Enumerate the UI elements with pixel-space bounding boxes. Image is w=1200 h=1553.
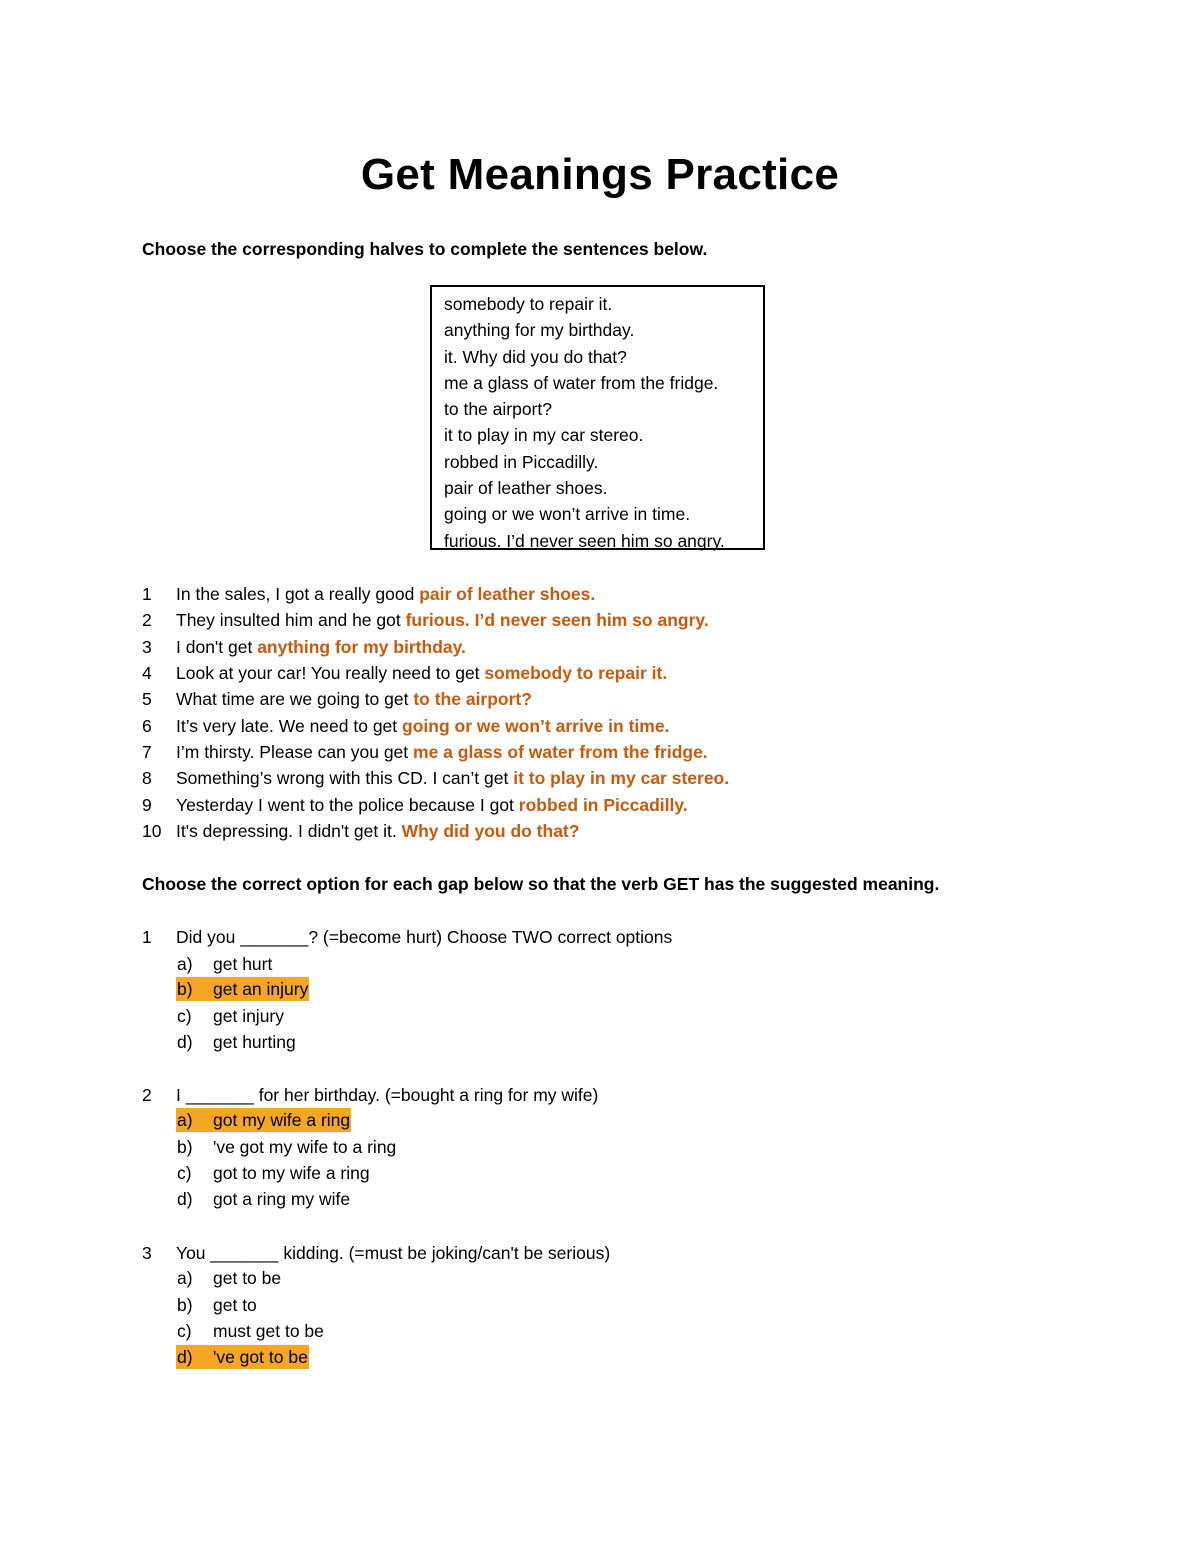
option-text: get hurt xyxy=(213,954,273,974)
sentence-row xyxy=(142,581,595,607)
sentence-text: Something’s wrong with this CD. I can’t get xyxy=(176,768,514,788)
question-row xyxy=(142,924,672,950)
option-item xyxy=(176,1161,371,1185)
section2-instruction: Choose the correct option for each gap below so that the verb GET has the suggested meaning. xyxy=(142,874,940,894)
box-item: me a glass of water from the fridge. xyxy=(444,372,719,393)
question-text: You _______ kidding. (=must be joking/can't be serious) xyxy=(176,1243,611,1263)
question-text: Did you _______? (=become hurt) Choose TWO correct options xyxy=(176,927,673,947)
option-item-highlighted xyxy=(176,1108,351,1132)
sentence-answer: anything for my birthday. xyxy=(257,637,466,657)
sentence-number: 1 xyxy=(142,584,152,604)
sentence-row xyxy=(142,634,466,660)
sentence-text: They insulted him and he got xyxy=(176,610,406,630)
sentence-answer: it to play in my car stereo. xyxy=(513,768,730,788)
option-letter: c) xyxy=(177,1163,192,1183)
box-item: going or we won’t arrive in time. xyxy=(444,504,691,525)
question-number: 1 xyxy=(142,927,152,947)
option-text: get to xyxy=(213,1295,257,1315)
option-item xyxy=(176,952,273,976)
option-letter: a) xyxy=(177,1268,193,1288)
sentence-text: Yesterday I went to the police because I got xyxy=(176,795,519,815)
sentence-answer: me a glass of water from the fridge. xyxy=(413,742,708,762)
question-number: 2 xyxy=(142,1085,152,1105)
option-text: 've got to be xyxy=(213,1347,308,1367)
sentence-number: 7 xyxy=(142,742,152,762)
sentence-number: 4 xyxy=(142,663,152,683)
sentence-answer: to the airport? xyxy=(413,689,532,709)
section1-instruction: Choose the corresponding halves to complete the sentences below. xyxy=(142,239,708,259)
option-letter: d) xyxy=(177,1032,193,1052)
sentence-row xyxy=(142,792,688,818)
option-item xyxy=(176,1293,258,1317)
sentence-row xyxy=(142,713,669,739)
option-item xyxy=(176,1030,297,1054)
option-text: must get to be xyxy=(213,1321,324,1341)
box-item: it to play in my car stereo. xyxy=(444,425,644,446)
box-item: it. Why did you do that? xyxy=(444,346,627,367)
sentence-answer: furious. I’d never seen him so angry. xyxy=(405,610,709,630)
page-title: Get Meanings Practice xyxy=(360,150,840,199)
sentence-number: 10 xyxy=(142,821,162,841)
option-text: get an injury xyxy=(213,979,309,999)
option-letter: a) xyxy=(177,954,193,974)
option-text: get to be xyxy=(213,1268,282,1288)
sentence-text: Look at your car! You really need to get xyxy=(176,663,485,683)
sentence-row xyxy=(142,739,708,765)
answer-box xyxy=(430,285,765,550)
option-letter: d) xyxy=(177,1347,193,1367)
option-letter: c) xyxy=(177,1321,192,1341)
sentence-number: 2 xyxy=(142,610,152,630)
box-item: anything for my birthday. xyxy=(444,320,635,341)
option-letter: b) xyxy=(177,979,193,999)
option-item xyxy=(176,1319,325,1343)
option-text: got a ring my wife xyxy=(213,1189,351,1209)
sentence-row xyxy=(142,765,729,791)
sentence-row xyxy=(142,818,579,844)
sentence-answer: somebody to repair it. xyxy=(484,663,668,683)
option-text: got to my wife a ring xyxy=(213,1163,370,1183)
box-item: pair of leather shoes. xyxy=(444,478,608,499)
option-text: 've got my wife to a ring xyxy=(213,1137,397,1157)
box-item: somebody to repair it. xyxy=(444,294,613,314)
box-item: to the airport? xyxy=(444,399,552,420)
sentence-text: What time are we going to get xyxy=(176,689,414,709)
sentence-answer: pair of leather shoes. xyxy=(419,584,596,604)
option-item xyxy=(176,1187,351,1211)
sentence-row xyxy=(142,660,667,686)
option-letter: b) xyxy=(177,1295,193,1315)
sentence-answer: Why did you do that? xyxy=(401,821,580,841)
sentence-answer: going or we won’t arrive in time. xyxy=(402,716,670,736)
sentence-row xyxy=(142,607,709,633)
question-text: I _______ for her birthday. (=bought a ring for my wife) xyxy=(176,1085,599,1105)
sentence-number: 6 xyxy=(142,716,152,736)
option-item xyxy=(176,1135,397,1159)
option-item-highlighted xyxy=(176,977,309,1001)
sentence-number: 8 xyxy=(142,768,152,788)
sentence-text: It’s very late. We need to get xyxy=(176,716,403,736)
option-letter: a) xyxy=(177,1110,193,1130)
option-item-highlighted xyxy=(176,1345,309,1369)
option-text: got my wife a ring xyxy=(213,1110,351,1130)
sentence-row xyxy=(142,686,532,712)
box-item: furious. I’d never seen him so angry. xyxy=(444,530,725,551)
option-text: get injury xyxy=(213,1006,285,1026)
option-letter: d) xyxy=(177,1189,193,1209)
option-item xyxy=(176,1266,282,1290)
option-letter: b) xyxy=(177,1137,193,1157)
sentence-answer: robbed in Piccadilly. xyxy=(518,795,688,815)
sentence-number: 9 xyxy=(142,795,152,815)
box-item: robbed in Piccadilly. xyxy=(444,451,599,472)
sentence-text: I’m thirsty. Please can you get xyxy=(176,742,414,762)
sentence-number: 5 xyxy=(142,689,152,709)
option-text: get hurting xyxy=(213,1032,296,1052)
sentence-number: 3 xyxy=(142,637,152,657)
option-letter: c) xyxy=(177,1006,192,1026)
question-number: 3 xyxy=(142,1243,152,1263)
question-row xyxy=(142,1240,610,1266)
option-item xyxy=(176,1004,285,1028)
sentence-text: In the sales, I got a really good xyxy=(176,584,420,604)
sentence-text: It's depressing. I didn't get it. xyxy=(176,821,402,841)
question-row xyxy=(142,1082,598,1108)
sentence-text: I don't get xyxy=(176,637,258,657)
